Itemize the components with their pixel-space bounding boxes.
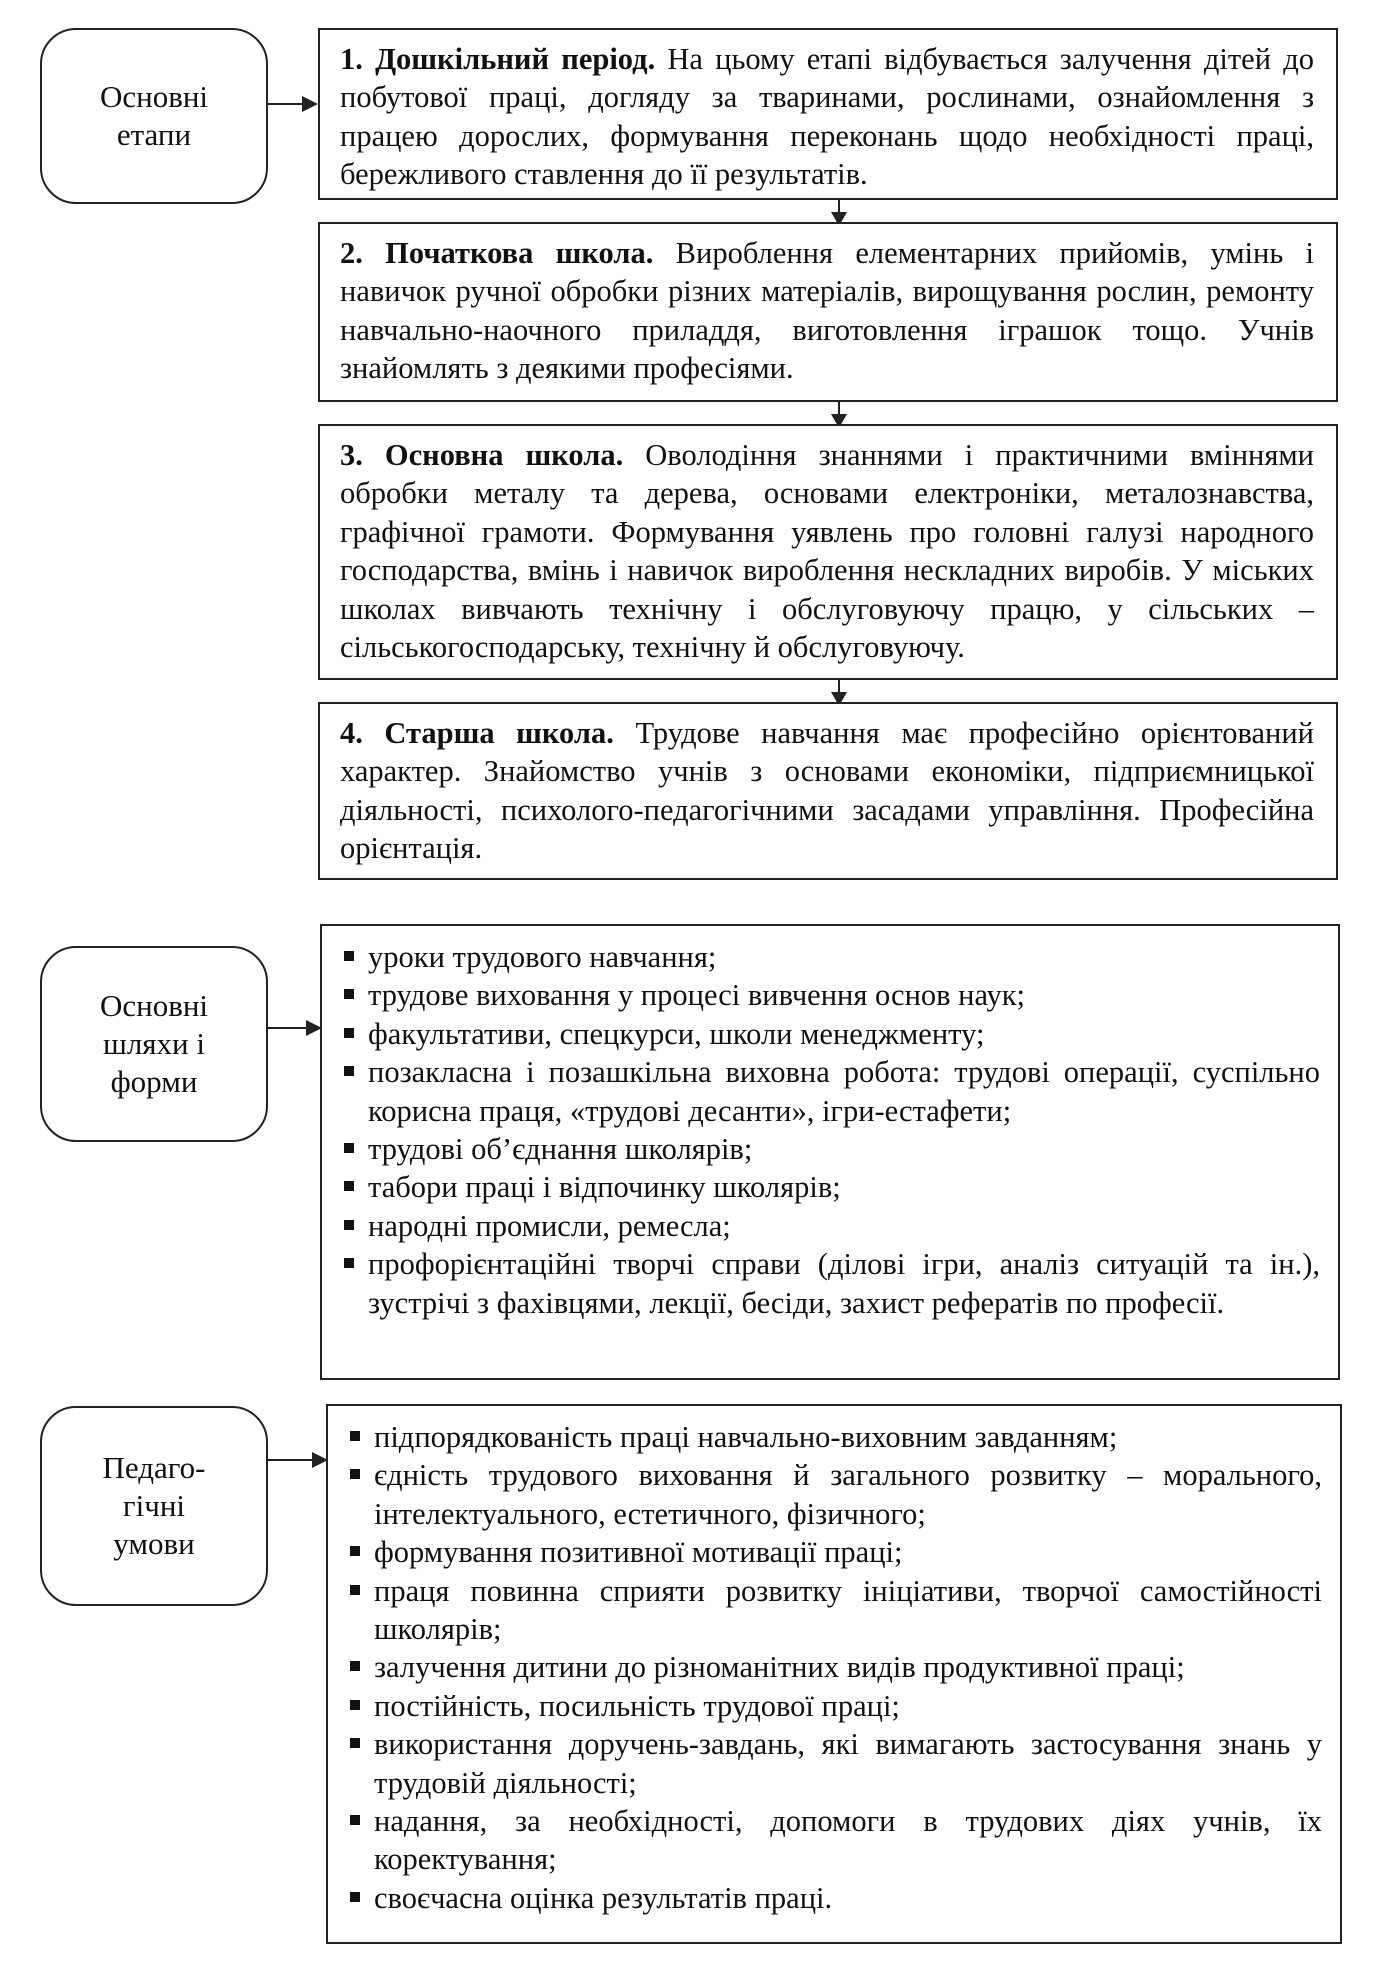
stages-label: Основні етапи [99,79,209,152]
list-item: табори праці і відпочинку школярів; [342,1168,1320,1206]
arrow-conditions [268,1459,324,1461]
stage-2-text: Вироблення елементарних прийомів, умінь і навичок ручної обробки різних матеріалів, вирощування рослин, ремонту навчально-наочного приладдя, виготовлення іграшок тощо. Учнів знайомлять з деякими професіями. [340,236,1314,386]
forms-list [342,938,1320,1322]
forms-label-box [40,946,268,1142]
list-item: залучення дитини до різноманітних видів продуктивної праці; [348,1648,1322,1686]
list-item: своєчасна оцінка результатів праці. [348,1879,1322,1917]
stage-4-box [318,702,1338,880]
list-item: постійність, посильність трудової праці; [348,1687,1322,1725]
conditions-list [348,1418,1322,1917]
forms-label: Основні шляхи і форми [99,988,209,1099]
list-item: профорієнтаційні творчі справи (ділові ігри, аналіз ситуацій та ін.), зустрічі з фахівцями, лекції, бесіди, захист рефератів по професії. [342,1245,1320,1322]
list-item: формування позитивної мотивації праці; [348,1533,1322,1571]
list-item: народні промисли, ремесла; [342,1207,1320,1245]
conditions-box [326,1404,1342,1944]
list-item: надання, за необхідності, допомоги в трудових діях учнів, їх коректування; [348,1802,1322,1879]
stage-1-box [318,28,1338,200]
arrow-stage-1-2 [838,200,840,222]
stages-label-box [40,28,268,204]
list-item: підпорядкованість праці навчально-виховним завданням; [348,1418,1322,1456]
conditions-label: Педаго- гічні умови [102,1450,206,1561]
list-item: позакласна і позашкільна виховна робота: трудові операції, суспільно корисна праця, «трудові десанти», ігри-естафети; [342,1053,1320,1130]
list-item: факультативи, спецкурси, школи менеджменту; [342,1015,1320,1053]
list-item: уроки трудового навчання; [342,938,1320,976]
stage-1-text: На цьому етапі відбувається залучення дітей до побутової праці, догляду за тваринами, рослинами, ознайомлення з працею дорослих, формування переконань щодо необхідності праці, бережливого ставлення до її результатів. [340,42,1314,192]
list-item: використання доручень-завдань, які вимагають застосування знань у трудовій діяльності; [348,1725,1322,1802]
arrow-stage-2-3 [838,402,840,424]
arrow-stages [268,103,314,105]
stage-3-text: Оволодіння знаннями і практичними вміннями обробки металу та дерева, основами електроніки, металознавства, графічної грамоти. Формування уявлень про головні галузі народного господарства, вмінь і навичок вироблення нескладних виробів. У міських школах вивчають технічну і обслуговуючу працю, у сільських – сільськогосподарську, технічну й обслуговуючу. [340,438,1314,665]
list-item: праця повинна сприяти розвитку ініціативи, творчої самостійності школярів; [348,1572,1322,1649]
conditions-label-box [40,1406,268,1606]
forms-box [320,924,1340,1380]
list-item: єдність трудового виховання й загального розвитку – морального, інтелектуального, естетичного, фізичного; [348,1456,1322,1533]
arrow-stage-3-4 [838,680,840,702]
stage-1-title: 1. Дошкільний період. [340,42,656,76]
list-item: трудове виховання у процесі вивчення основ наук; [342,976,1320,1014]
stage-3-box [318,424,1338,680]
stage-4-text: Трудове навчання має професійно орієнтований характер. Знайомство учнів з основами економіки, підприємницької діяльності, психолого-педагогічними засадами управління. Професійна орієнтація. [340,716,1314,866]
stage-2-title: 2. Початкова школа. [340,236,654,270]
stage-4-title: 4. Старша школа. [340,716,614,750]
list-item: трудові об’єднання школярів; [342,1130,1320,1168]
stage-3-title: 3. Основна школа. [340,438,624,472]
stage-2-box [318,222,1338,402]
arrow-forms [268,1027,318,1029]
